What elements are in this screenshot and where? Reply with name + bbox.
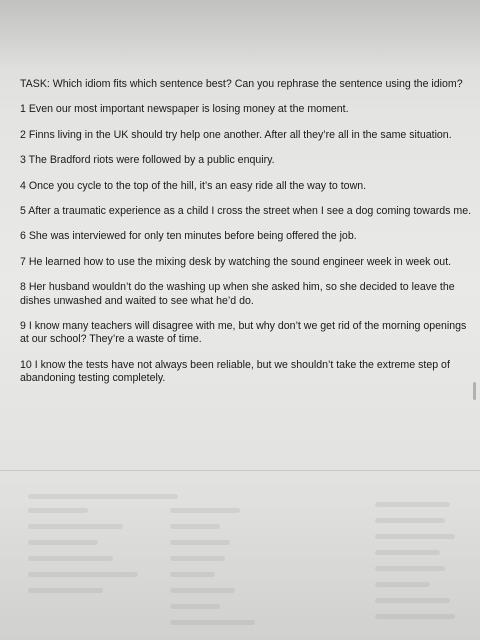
show-through-line <box>375 502 450 507</box>
page-fold-line <box>0 470 480 471</box>
show-through-line <box>170 524 220 529</box>
show-through-line <box>28 588 103 593</box>
worksheet-text <box>20 78 476 398</box>
show-through-line <box>28 572 138 577</box>
task-instruction: TASK: Which idiom fits which sentence best? Can you rephrase the sentence using the idiom? <box>20 78 463 90</box>
sentence-4: 4 Once you cycle to the top of the hill, it’s an easy ride all the way to town. <box>20 179 367 192</box>
show-through-line <box>28 508 88 513</box>
show-through-line <box>375 518 445 523</box>
sentence-8: 8 Her husband wouldn’t do the washing up when she asked him, so she decided to leave the dishes unwashed and waited to see what he’d do. <box>20 281 455 307</box>
show-through-line <box>375 550 440 555</box>
show-through-line <box>28 540 98 545</box>
sentence-2: 2 Finns living in the UK should try help one another. After all they’re all in the same situation. <box>20 128 452 141</box>
show-through-line <box>170 572 215 577</box>
show-through-line <box>375 566 445 571</box>
show-through-line <box>375 534 455 539</box>
show-through-line <box>170 588 235 593</box>
show-through-line <box>170 540 230 545</box>
show-through-line <box>28 556 113 561</box>
show-through-line <box>170 556 225 561</box>
sentence-3: 3 The Bradford riots were followed by a public enquiry. <box>20 154 275 167</box>
show-through-line <box>170 620 255 625</box>
sentence-6: 6 She was interviewed for only ten minutes before being offered the job. <box>20 230 357 243</box>
page-shadow <box>0 0 480 70</box>
show-through-line <box>170 508 240 513</box>
underlying-page-area <box>0 472 480 640</box>
show-through-line <box>28 524 123 529</box>
sentence-9: 9 I know many teachers will disagree with me, but why don’t we get rid of the morning openings at our school? They’re a waste of time. <box>20 320 467 346</box>
sentence-5: 5 After a traumatic experience as a child I cross the street when I see a dog coming towards me. <box>20 205 472 218</box>
page-edge-mark <box>473 382 476 400</box>
sentence-10: 10 I know the tests have not always been reliable, but we shouldn’t take the extreme step of abandoning testing completely. <box>20 358 450 385</box>
sentence-7: 7 He learned how to use the mixing desk by watching the sound engineer week in week out. <box>20 255 452 268</box>
show-through-line <box>375 582 430 587</box>
show-through-line <box>375 614 455 619</box>
show-through-line <box>170 604 220 609</box>
show-through-line <box>28 494 178 499</box>
sentence-1: 1 Even our most important newspaper is losing money at the moment. <box>20 103 349 116</box>
show-through-line <box>375 598 450 603</box>
